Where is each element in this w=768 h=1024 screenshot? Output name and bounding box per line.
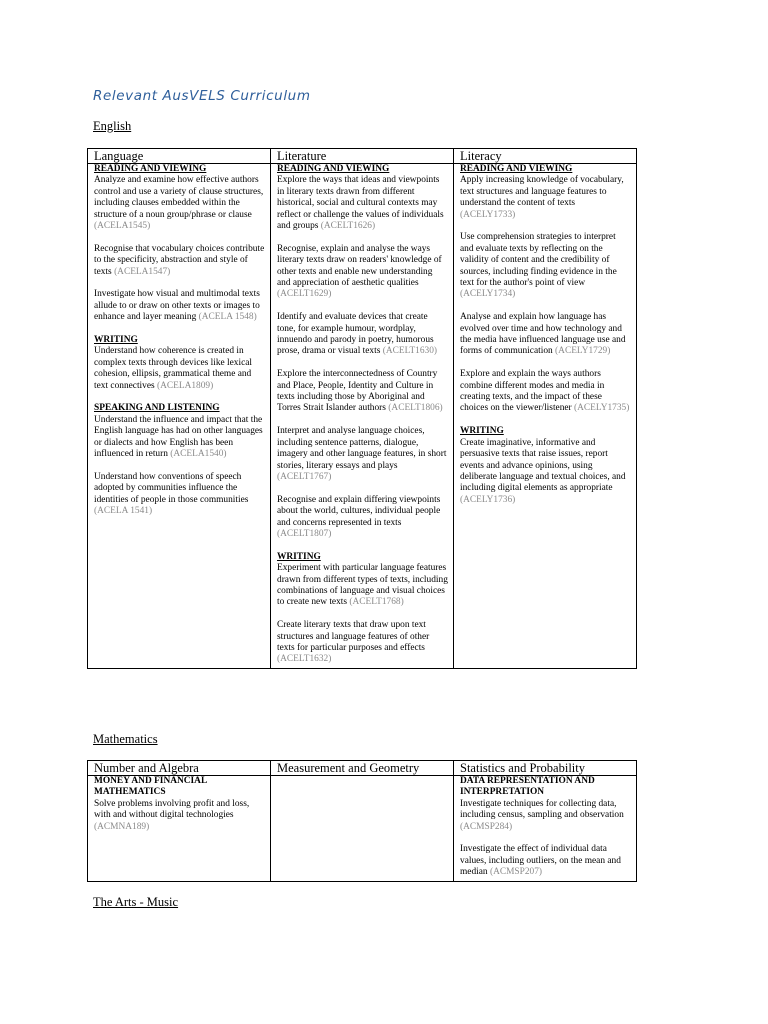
- mathematics-curriculum-table: [87, 760, 637, 882]
- curriculum-code: (ACELA1545): [94, 221, 151, 232]
- curriculum-code: (ACELY1733): [460, 209, 516, 220]
- curriculum-code: (ACMSP284): [460, 821, 513, 832]
- content-description: Investigate techniques for collecting data, including census, sampling and observation: [460, 798, 624, 821]
- english-literacy-cell: [454, 164, 637, 669]
- content-description: Understand how coherence is created in complex texts through devices like lexical cohesion, ellipsis, grammatical theme and text connectives: [94, 346, 253, 391]
- curriculum-item: [94, 335, 265, 392]
- content-description: Investigate how visual and multimodal texts allude to or draw on other texts or images to enhance and layer meaning: [94, 289, 260, 323]
- content-description: Explore the interconnectedness of Country and Place, People, Identity and Culture in texts including those by Aboriginal and Torres Strait Islander authors: [277, 369, 438, 414]
- curriculum-code: (ACMSP207): [489, 867, 543, 878]
- curriculum-item: [277, 164, 448, 232]
- curriculum-item: [94, 164, 265, 232]
- curriculum-item: [94, 289, 265, 323]
- curriculum-code: (ACELT1807): [277, 528, 332, 539]
- content-description: Analyze and examine how effective authors control and use a variety of clause structures, including clauses embedded within the structure of a noun group/phrase or clause: [94, 175, 264, 220]
- curriculum-item: [277, 620, 448, 666]
- math-col-header-number-algebra: Number and Algebra: [88, 761, 271, 776]
- strand-heading: WRITING: [460, 426, 504, 437]
- curriculum-code: (ACELT1767): [277, 471, 332, 482]
- curriculum-item: [277, 552, 448, 609]
- curriculum-code: (ACELA1540): [170, 449, 227, 460]
- math-number-algebra-cell: [88, 776, 271, 882]
- english-curriculum-table: [87, 148, 637, 669]
- english-col-header-literacy: Literacy: [454, 149, 637, 164]
- curriculum-code: (ACELT1630): [382, 346, 438, 357]
- english-language-cell: [88, 164, 271, 669]
- english-col-header-language: Language: [88, 149, 271, 164]
- strand-heading: MONEY AND FINANCIAL MATHEMATICS: [94, 776, 207, 798]
- curriculum-item: [460, 426, 631, 506]
- curriculum-item: [460, 312, 631, 358]
- content-description: Experiment with particular language features drawn from different types of texts, including combinations of language and visual choices to create new texts: [277, 563, 448, 608]
- strand-heading: SPEAKING AND LISTENING: [94, 403, 220, 414]
- curriculum-item: [460, 844, 631, 878]
- curriculum-code: (ACELA1809): [157, 380, 214, 391]
- curriculum-code: (ACELY1735): [574, 403, 630, 414]
- mathematics-heading: Mathematics: [93, 732, 158, 746]
- content-description: Analyse and explain how language has evolved over time and how technology and the media have influenced language use and forms of communication: [460, 312, 626, 357]
- arts-music-heading: The Arts - Music: [93, 895, 179, 909]
- strand-heading: READING AND VIEWING: [94, 164, 207, 174]
- content-description: Apply increasing knowledge of vocabulary, text structures and language features to understand the content of texts: [460, 175, 624, 209]
- math-statistics-probability-cell: [454, 776, 637, 882]
- content-description: Explore the ways that ideas and viewpoints in literary texts drawn from different historical, social and cultural contexts may reflect or challenge the values of individuals and groups: [277, 175, 444, 232]
- english-col-header-literature: Literature: [271, 149, 454, 164]
- curriculum-code: (ACMNA189): [94, 821, 150, 832]
- curriculum-item: [460, 369, 631, 415]
- curriculum-code: (ACELY1736): [460, 494, 516, 505]
- content-description: Investigate the effect of individual data values, including outliers, on the mean and median: [460, 844, 621, 878]
- english-header-row: [88, 149, 637, 164]
- document-title: Relevant AusVELS Curriculum: [93, 88, 311, 104]
- content-description: Explore and explain the ways authors combine different modes and media in creating texts, and the impact of these choices on the viewer/listener: [460, 369, 605, 414]
- curriculum-code: (ACELY1729): [555, 346, 611, 357]
- content-description: Create literary texts that draw upon text structures and language features of other texts for particular purposes and effects: [277, 620, 430, 653]
- curriculum-item: [94, 472, 265, 518]
- curriculum-item: [94, 244, 265, 278]
- strand-heading: WRITING: [94, 335, 138, 346]
- curriculum-item: [277, 426, 448, 483]
- curriculum-item: [460, 164, 631, 221]
- content-description: Recognise, explain and analyse the ways literary texts draw on readers' knowledge of other texts and enable new understanding and appreciation of aesthetic qualities: [277, 243, 442, 289]
- curriculum-code: (ACELT1632): [277, 654, 332, 665]
- curriculum-code: (ACELT1626): [320, 221, 376, 232]
- math-measurement-geometry-cell: [271, 776, 454, 882]
- strand-heading: WRITING: [277, 551, 321, 562]
- curriculum-code: (ACELA 1541): [94, 506, 153, 517]
- content-description: Solve problems involving profit and loss, with and without digital technologies: [94, 798, 250, 821]
- content-description: Understand how conventions of speech adopted by communities influence the identities of people in those communities: [94, 471, 249, 505]
- curriculum-code: (ACELT1629): [277, 289, 332, 300]
- strand-heading: READING AND VIEWING: [460, 164, 573, 174]
- strand-heading: DATA REPRESENTATION AND INTERPRETATION: [460, 776, 595, 798]
- math-col-header-measurement-geometry: Measurement and Geometry: [271, 761, 454, 776]
- curriculum-item: [460, 776, 631, 833]
- curriculum-item: [277, 495, 448, 541]
- curriculum-item: [277, 244, 448, 301]
- curriculum-code: (ACELT1768): [349, 597, 404, 608]
- math-col-header-statistics-probability: Statistics and Probability: [454, 761, 637, 776]
- curriculum-item: [460, 232, 631, 300]
- english-literature-cell: [271, 164, 454, 669]
- content-description: Create imaginative, informative and persuasive texts that raise issues, report events and advance opinions, using deliberate language and textual choices, and including digital elements as appropriate: [460, 437, 626, 494]
- content-description: Recognise that vocabulary choices contribute to the specificity, abstraction and style of texts: [94, 243, 265, 277]
- content-description: Identify and evaluate devices that create tone, for example humour, wordplay, innuendo and parody in poetry, humorous prose, drama or visual texts: [277, 312, 434, 357]
- content-description: Understand the influence and impact that the English language has had on other languages or dialects and how English has been influenced in return: [94, 414, 263, 460]
- curriculum-item: [277, 312, 448, 358]
- content-description: Interpret and analyse language choices, including sentence patterns, dialogue, imagery and other language features, in short stories, literary essays and plays: [277, 426, 447, 471]
- curriculum-code: (ACELT1806): [388, 403, 443, 414]
- strand-heading: READING AND VIEWING: [277, 164, 390, 174]
- curriculum-code: (ACELY1734): [460, 289, 516, 300]
- mathematics-header-row: [88, 761, 637, 776]
- curriculum-item: [277, 369, 448, 415]
- curriculum-item: [94, 776, 265, 833]
- curriculum-code: (ACELA1547): [114, 266, 171, 277]
- curriculum-item: [94, 403, 265, 460]
- english-content-row: [88, 164, 637, 669]
- mathematics-content-row: [88, 776, 637, 882]
- content-description: Use comprehension strategies to interpret and evaluate texts by reflecting on the validity of content and the credibility of sources, including finding evidence in the text for the author's point of view: [460, 232, 617, 289]
- curriculum-code: (ACELA 1548): [198, 312, 257, 323]
- content-description: Recognise and explain differing viewpoints about the world, cultures, individual people and concerns represented in texts: [277, 494, 441, 528]
- english-heading: English: [93, 119, 132, 133]
